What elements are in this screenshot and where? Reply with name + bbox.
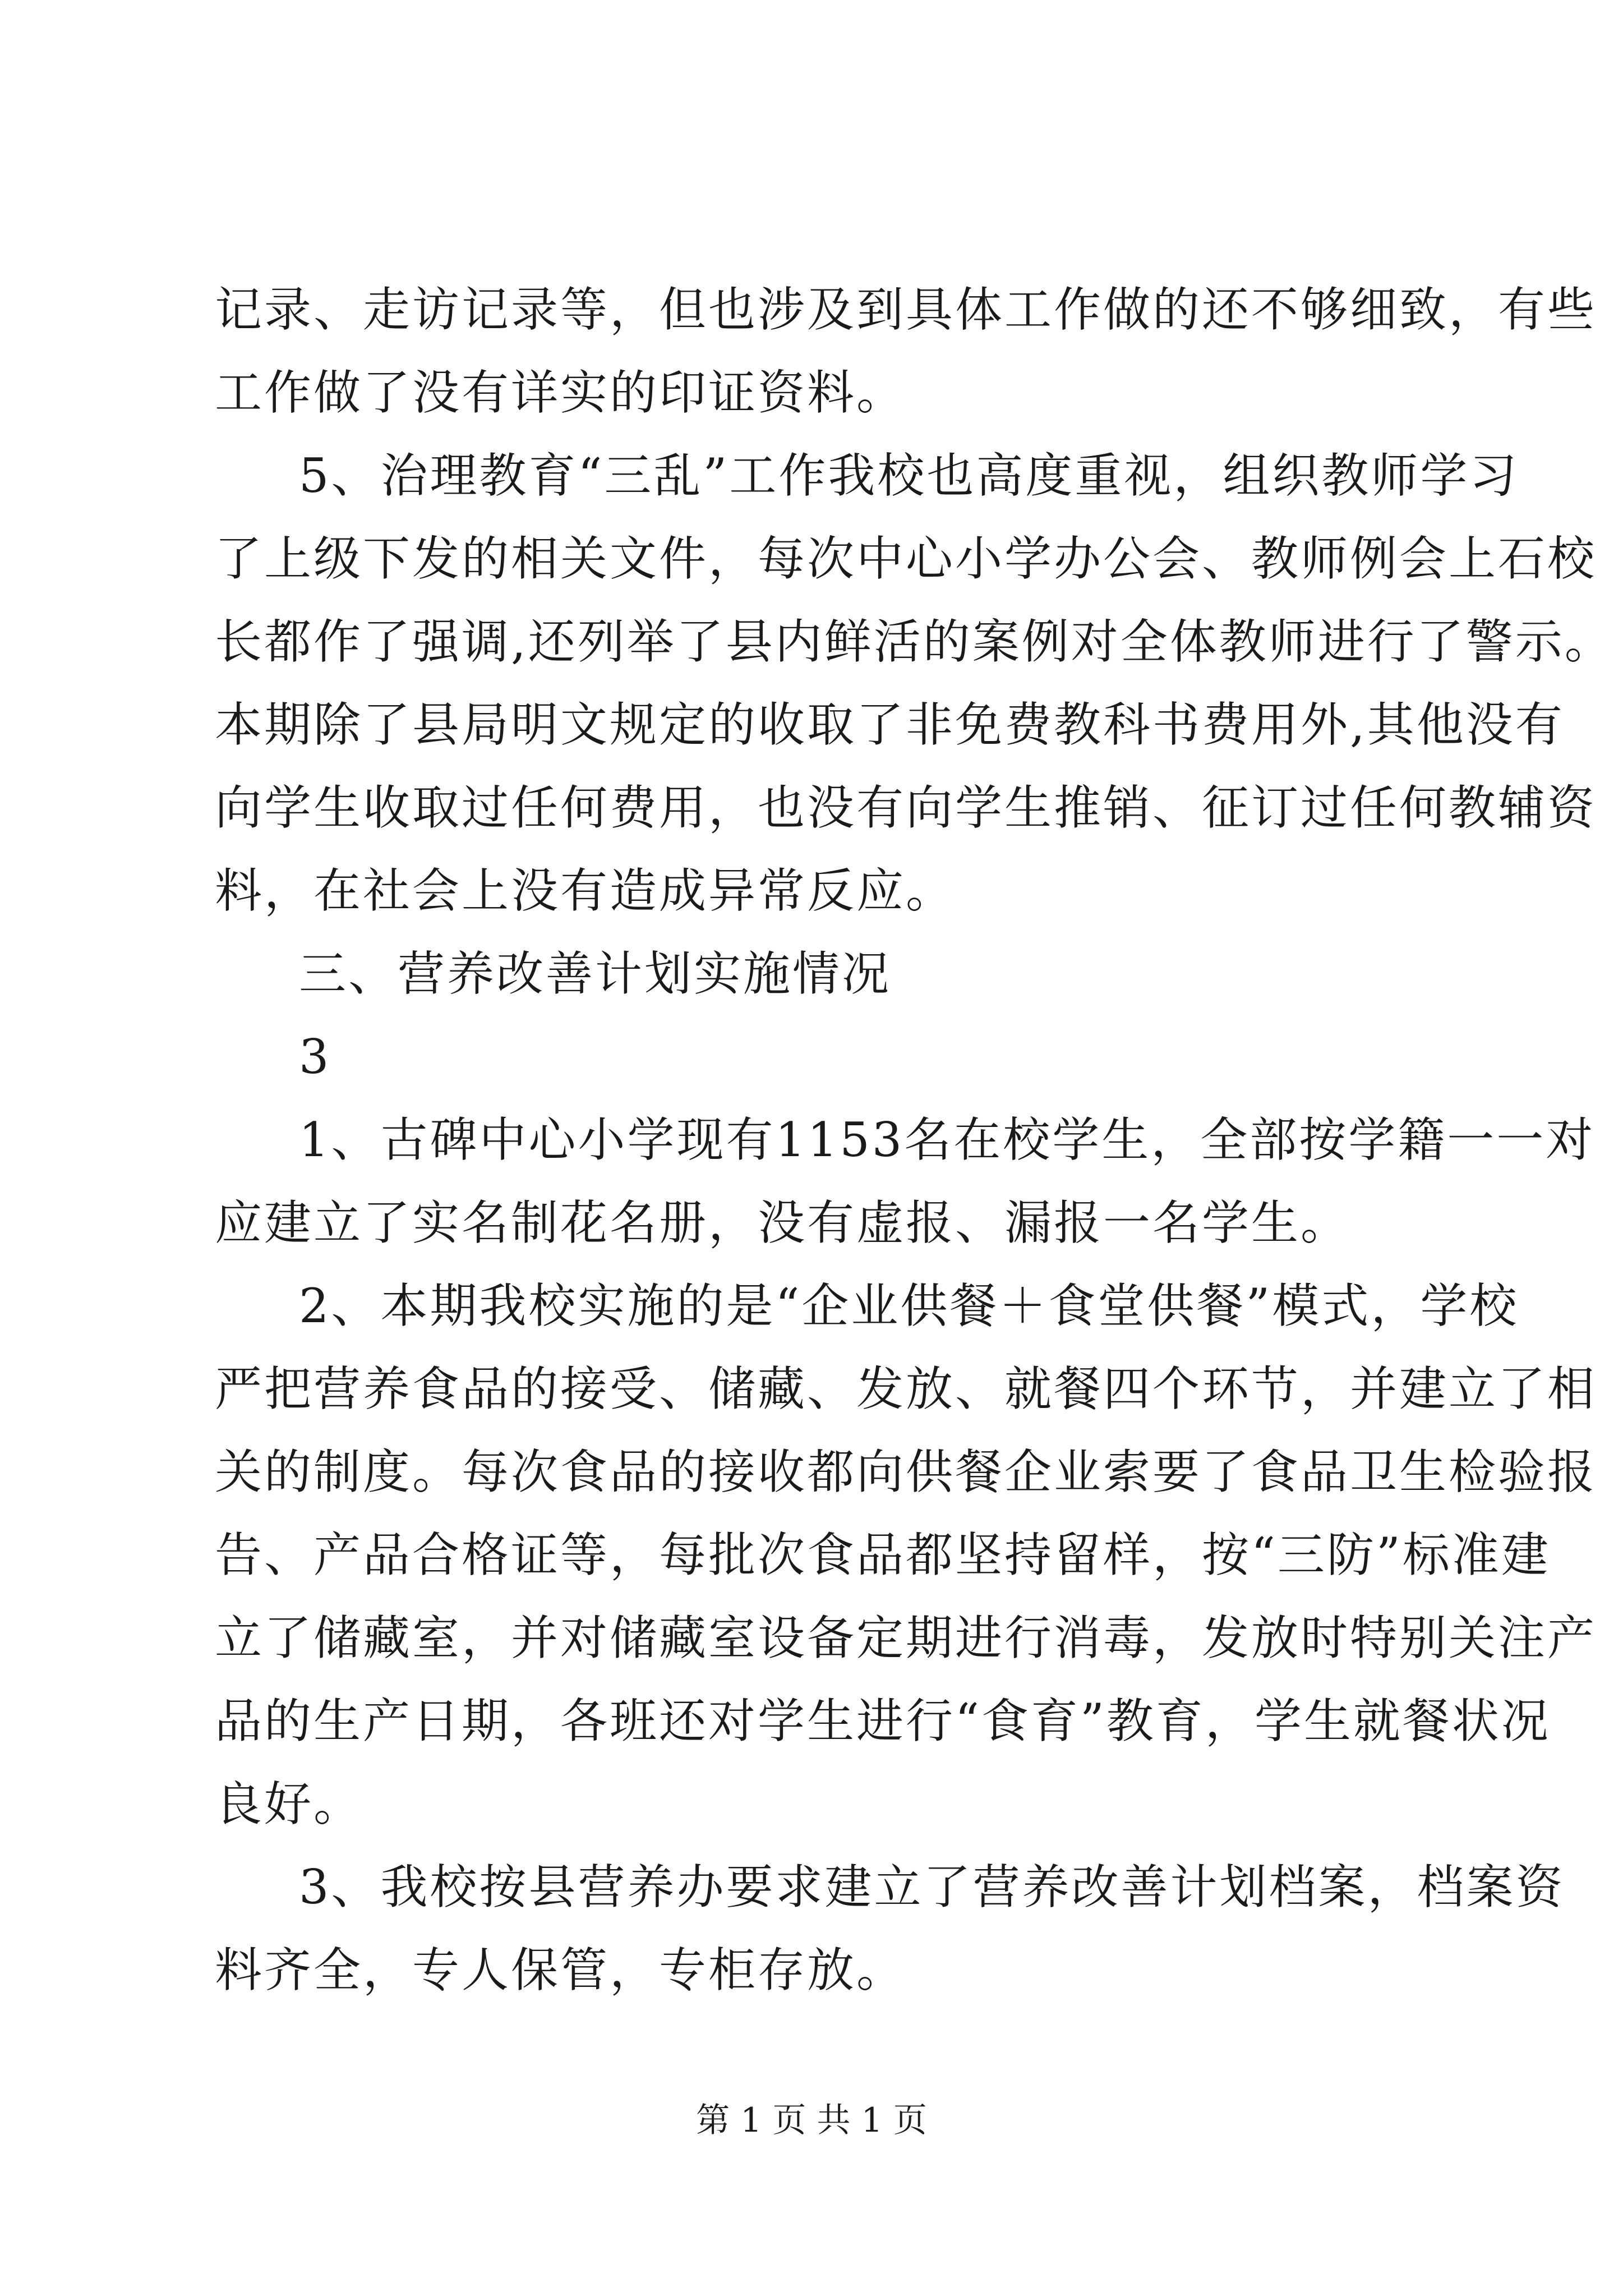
document-body xyxy=(215,268,1614,2012)
text-line-14: 严把营养食品的接受、储藏、发放、就餐四个环节，并建立了相 xyxy=(215,1361,1597,1416)
text-line-20: 3、我校按县营养办要求建立了营养改善计划档案，档案资 xyxy=(299,1860,1565,1915)
text-line-2: 工作做了没有详实的印证资料。 xyxy=(215,365,906,420)
text-line-12: 应建立了实名制花名册，没有虚报、漏报一名学生。 xyxy=(215,1195,1350,1250)
section-heading: 三、营养改善计划实施情况 xyxy=(299,946,892,1001)
text-line-15: 关的制度。每次食品的接收都向供餐企业索要了食品卫生检验报 xyxy=(215,1444,1597,1499)
text-line-16: 告、产品合格证等，每批次食品都坚持留样，按“三防”标准建 xyxy=(215,1527,1551,1582)
page-number-marker: 3 xyxy=(299,1029,331,1084)
text-line-1: 记录、走访记录等，但也涉及到具体工作做的还不够细致，有些 xyxy=(215,282,1597,337)
text-line-19: 良好。 xyxy=(215,1777,363,1832)
text-line-4: 了上级下发的相关文件，每次中心小学办公会、教师例会上石校 xyxy=(215,531,1597,586)
text-line-6: 本期除了县局明文规定的收取了非免费教科书费用外,其他没有 xyxy=(215,697,1565,752)
text-line-7: 向学生收取过任何费用，也没有向学生推销、征订过任何教辅资 xyxy=(215,780,1597,835)
text-line-5: 长都作了强调,还列举了县内鲜活的案例对全体教师进行了警示。 xyxy=(215,614,1614,669)
text-line-8: 料，在社会上没有造成异常反应。 xyxy=(215,863,956,918)
text-line-17: 立了储藏室，并对储藏室设备定期进行消毒，发放时特别关注产 xyxy=(215,1611,1597,1665)
text-line-11: 1、古碑中心小学现有1153名在校学生，全部按学籍一一对 xyxy=(299,1112,1596,1167)
text-line-3: 5、治理教育“三乱”工作我校也高度重视，组织教师学习 xyxy=(299,448,1519,503)
page-footer: 第 1 页 共 1 页 xyxy=(696,2101,927,2140)
text-line-21: 料齐全，专人保管，专柜存放。 xyxy=(215,1943,906,1998)
text-line-13: 2、本期我校实施的是“企业供餐＋食堂供餐”模式，学校 xyxy=(299,1278,1519,1333)
text-line-18: 品的生产日期，各班还对学生进行“食育”教育，学生就餐状况 xyxy=(215,1694,1551,1749)
